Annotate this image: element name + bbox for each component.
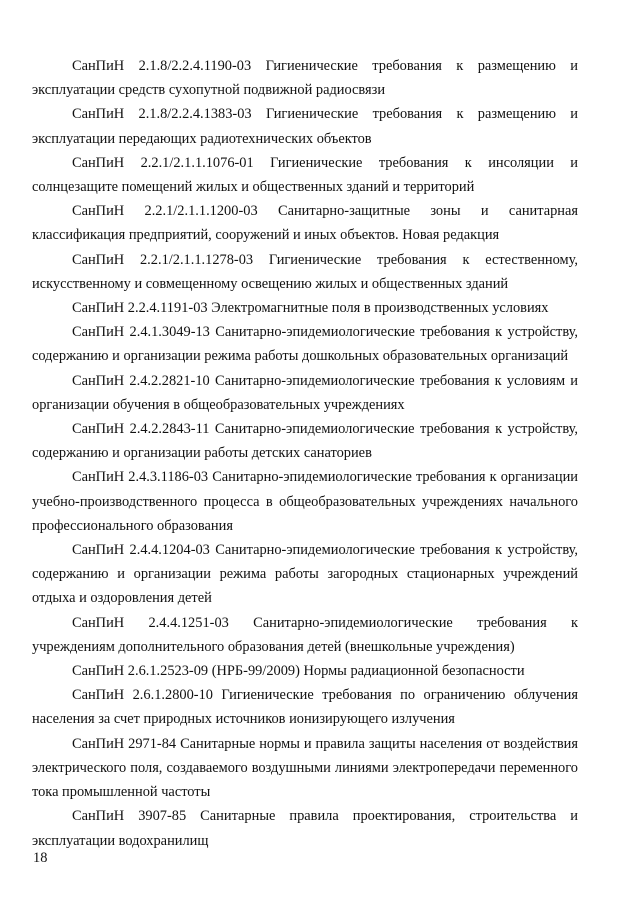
paragraph-sanpin-3049: СанПиН 2.4.1.3049-13 Санитарно-эпидемиологические требования к устройству, содержанию и организации режима работы дошкольных образовательных организаций [32,324,578,365]
paragraph-sanpin-1278: СанПиН 2.2.1/2.1.1.1278-03 Гигиенические требования к естественному, искусственному и совмещенному освещению жилых и общественных зданий [32,251,578,292]
paragraph-sanpin-1076: СанПиН 2.2.1/2.1.1.1076-01 Гигиенические требования к инсоляции и солнцезащите помещений жилых и общественных зданий и территорий [32,154,578,196]
paragraph-sanpin-1190: СанПиН 2.1.8/2.2.4.1190-03 Гигиенические требования к размещению и эксплуатации средств сухопутной подвижной радиосвязи [32,58,578,99]
paragraph-sanpin-1251: СанПиН 2.4.4.1251-03 Санитарно-эпидемиологические требования к учреждениям дополнительного образования детей (внешкольные учреждения) [32,614,578,655]
paragraph-sanpin-1186: СанПиН 2.4.3.1186-03 Санитарно-эпидемиологические требования к организации учебно-производственного процесса в общеобразовательных учреждениях начального профессионального образования [32,469,578,534]
paragraph-sanpin-1204: СанПиН 2.4.4.1204-03 Санитарно-эпидемиологические требования к устройству, содержанию и организации режима работы загородных стационарных учреждений отдыха и оздоровления детей [32,542,578,607]
paragraph-sanpin-1191: СанПиН 2.2.4.1191-03 Электромагнитные поля в производственных условиях [72,300,549,317]
document-body [32,54,578,853]
paragraph-sanpin-2843: СанПиН 2.4.2.2843-11 Санитарно-эпидемиологические требования к устройству, содержанию и организации работы детских санаториев [32,421,578,462]
paragraph-sanpin-3907: СанПиН 3907-85 Санитарные правила проектирования, строительства и эксплуатации водохранилищ [32,808,578,849]
paragraph-sanpin-1383: СанПиН 2.1.8/2.2.4.1383-03 Гигиенические требования к размещению и эксплуатации передающих радиотехнических объектов [32,106,578,147]
paragraph-sanpin-2971: СанПиН 2971-84 Санитарные нормы и правила защиты населения от воздействия электрического поля, создаваемого воздушными линиями электропередачи переменного тока промышленной частоты [32,735,578,801]
paragraph-sanpin-2523: СанПиН 2.6.1.2523-09 (НРБ-99/2009) Нормы радиационной безопасности [72,663,525,680]
paragraph-sanpin-2821: СанПиН 2.4.2.2821-10 Санитарно-эпидемиологические требования к условиям и организации обучения в общеобразовательных учреждениях [32,372,578,413]
paragraph-sanpin-2800: СанПиН 2.6.1.2800-10 Гигиенические требования по ограничению облучения населения за счет природных источников ионизирующего излучения [32,687,578,728]
paragraph-sanpin-1200: СанПиН 2.2.1/2.1.1.1200-03 Санитарно-защитные зоны и санитарная классификация предприятий, сооружений и иных объектов. Новая редакция [32,203,578,244]
page-number: 18 [33,850,48,866]
